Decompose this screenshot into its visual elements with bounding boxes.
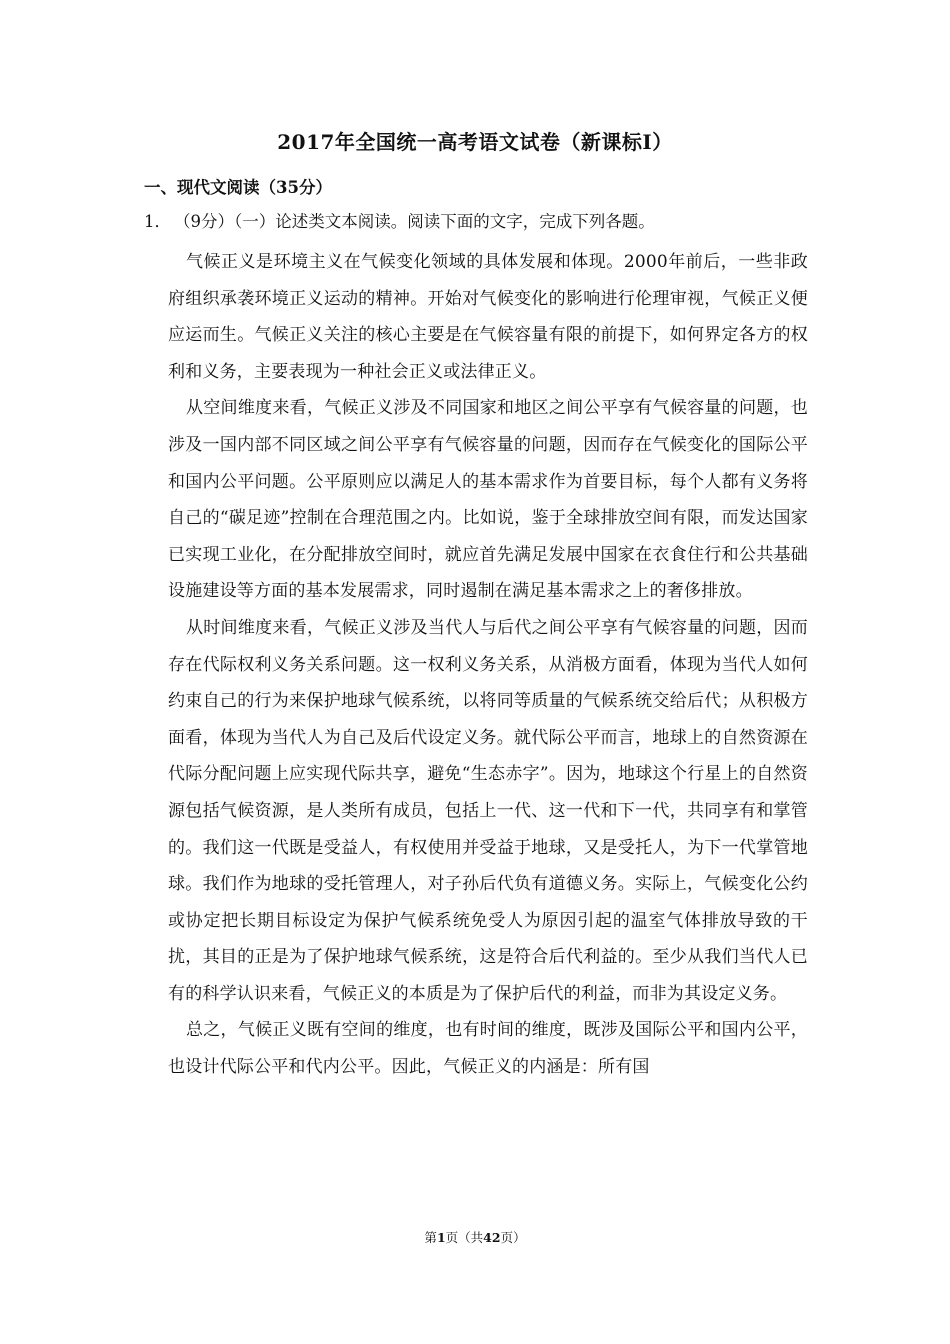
reading-passage — [168, 244, 808, 1086]
footer-prefix: 第 — [424, 1230, 437, 1245]
passage-paragraph-1: 气候正义是环境主义在气候变化领域的具体发展和体现。2000年前后，一些非政府组织承袭环境正义运动的精神。开始对气候变化的影响进行伦理审视，气候正义便应运而生。气候正义关注的核心主要是在气候容量有限的前提下，如何界定各方的权利和义务，主要表现为一种社会正义或法律正义。 — [168, 252, 808, 382]
question-number: 1． — [144, 212, 171, 231]
page-footer — [0, 1228, 950, 1246]
question-1-prompt — [144, 208, 655, 232]
footer-page-number: 1 — [436, 1230, 446, 1245]
footer-suffix: 页） — [500, 1230, 526, 1245]
passage-paragraph-2: 从空间维度来看，气候正义涉及不同国家和地区之间公平享有气候容量的问题，也涉及一国内部不同区域之间公平享有气候容量的问题，因而存在气候变化的国际公平和国内公平问题。公平原则应以满足人的基本需求作为首要目标，每个人都有义务将自己的“碳足迹”控制在合理范围之内。比如说，鉴于全球排放空间有限，而发达国家已实现工业化，在分配排放空间时，就应首先满足发展中国家在衣食住行和公共基础设施建设等方面的基本发展需求，同时遏制在满足基本需求之上的奢侈排放。 — [168, 398, 808, 602]
footer-middle: 页（共 — [445, 1230, 484, 1245]
question-text: （9分）（一）论述类文本阅读。阅读下面的文字，完成下列各题。 — [174, 212, 655, 231]
exam-title: 2017年全国统一高考语文试卷（新课标I） — [277, 130, 673, 154]
passage-paragraph-4: 总之，气候正义既有空间的维度，也有时间的维度，既涉及国际公平和国内公平，也设计代际公平和代内公平。因此，气候正义的内涵是：所有国 — [168, 1020, 808, 1078]
passage-paragraph-3: 从时间维度来看，气候正义涉及当代人与后代之间公平享有气候容量的问题，因而存在代际权利义务关系问题。这一权利义务关系，从消极方面看，体现为当代人如何约束自己的行为来保护地球气候系统，以将同等质量的气候系统交给后代；从积极方面看，体现为当代人为自己及后代设定义务。就代际公平而言，地球上的自然资源在代际分配问题上应实现代际共享，避免“生态赤字”。因为，地球这个行星上的自然资源包括气候资源，是人类所有成员，包括上一代、这一代和下一代，共同享有和掌管的。我们这一代既是受益人，有权使用并受益于地球，又是受托人，为下一代掌管地球。我们作为地球的受托管理人，对子孙后代负有道德义务。实际上，气候变化公约或协定把长期目标设定为保护气候系统免受人为原因引起的温室气体排放导致的干扰，其目的正是为了保护地球气候系统，这是符合后代利益的。至少从我们当代人已有的科学认识来看，气候正义的本质是为了保护后代的利益，而非为其设定义务。 — [168, 617, 808, 1004]
section-heading: 一、现代文阅读（35分） — [144, 178, 332, 197]
footer-total-pages: 42 — [483, 1230, 501, 1245]
